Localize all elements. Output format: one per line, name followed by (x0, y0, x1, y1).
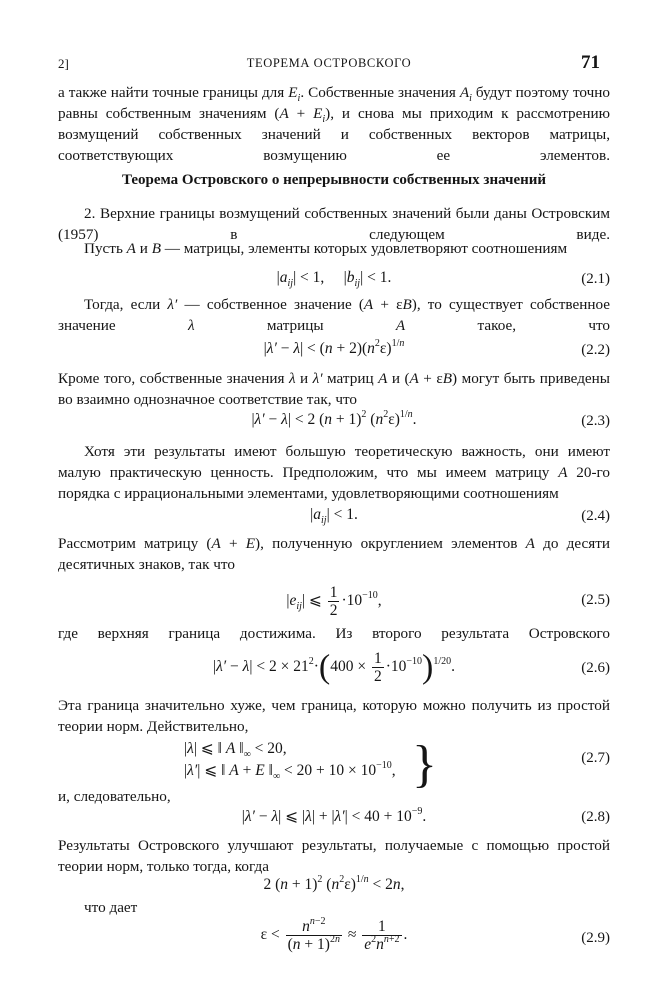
equation-2-7: |λ| ⩽ ‖ A $‖_\infty < 20$, |λ′| ⩽ ‖ A + E $‖_\infty < 20 + 10 \times 10^{-10}$, (2.7) (184, 740, 610, 782)
paragraph-results: Результаты Островского улучшают результаты, получаемые с помощью простой теории норм, только тогда, когда (58, 837, 610, 875)
equation-2-1: $|a_{ij}| < 1$, $|b_{ij}| < 1$. (2.1) (276, 269, 610, 289)
running-title: ТЕОРЕМА ОСТРОВСКОГО (246, 56, 412, 70)
running-header (58, 52, 600, 76)
equation-number: (2.7) (581, 750, 610, 766)
equation-number: (2.6) (581, 660, 610, 676)
equation-number: (2.5) (581, 592, 610, 608)
equation-number: (2.3) (581, 413, 610, 429)
equation-2-5: $|e_{ij}|$ ⩽ $\frac{1}{2}$ $\cdot 10^{-10}$, (2.5) (286, 584, 610, 619)
chapter-section-marker: 2] (58, 56, 69, 71)
paragraph-consider: Рассмотрим матрицу (A + E), полученную округлением элементов A до десяти десятичных знаков, так что (58, 535, 610, 573)
paragraph-although: Хотя эти результаты имеют большую теоретическую важность, они имеют малую практическую ценность. Предположим, что мы имеем матрицу A 20-го порядка с иррациональными элементами, удовлетворяющими соотношениям (58, 443, 610, 502)
equation-number: (2.8) (581, 809, 610, 825)
equation-2-3: |λ′ − λ| < 2 $(n + 1)^2$ $(n^2\varepsilon)^{1/n}$. (2.3) (251, 409, 610, 429)
page-number: 71 (581, 52, 600, 73)
equation-number: (2.4) (581, 508, 610, 524)
equation-2-2: $|\lambda' - \lambda| < (n + 2)(n^2\varepsilon)^{1/n}$ (2.2) (263, 338, 610, 358)
equation-number: (2.9) (581, 930, 610, 946)
intro-paragraph: а также найти точные границы для $E_i$. Собственные значения $A_i$ будут поэтому точно равны собственным значениям $(A + E_i)$, и снова мы приходим к рассмотрению возмущений собственных значений и собственных векторов матрицы, соответствующих возмущению ее элементов. (58, 84, 610, 164)
paragraph-moreover: Кроме того, собственные значения λ и λ′ матриц A и (A + εB) могут быть приведены во взаимно однозначное соответствие так, что (58, 370, 610, 408)
paragraph-then: Тогда, если λ′ — собственное значение (A + εB), то существует собственное значение λ матрицы A такое, что (58, 296, 611, 334)
section-title: Теорема Островского о непрерывности собственных значений (121, 172, 547, 188)
paragraph-this: Эта граница значительно хуже, чем граница, которую можно получить из простой теории норм. Действительно, (58, 697, 610, 735)
paragraph-where: где верхняя граница достижима. Из второго результата Островского (58, 625, 610, 642)
equation-2-4: $|a_{ij}| < 1$. (2.4) (310, 506, 610, 526)
paragraph-hence: и, следовательно, (58, 788, 171, 805)
paragraph-2: 2. Верхние границы возмущений собственных значений были даны Островским (1957) в следующем виде. (58, 205, 610, 243)
equation-2-9: ε < $\frac{n^{n-2}}{(n + 1)^{2n}}$ ≈ $\frac{1}{e^2n^{n+2}}$ . (2.9) (260, 916, 610, 953)
equation-condition: 2 $(n + 1)^2$ $(n^2\varepsilon)^{1/n} < 2n$, (263, 874, 405, 893)
equation-number: (2.1) (581, 271, 610, 287)
paragraph-matrices: Пусть A и B — матрицы, элементы которых удовлетворяют соотношениям (84, 240, 568, 257)
equation-number: (2.2) (581, 342, 610, 358)
right-brace: } (412, 736, 437, 793)
paragraph-gives: что дает (84, 899, 138, 916)
equation-2-8: |λ′ − λ| ⩽ $|\lambda| + |\lambda'| < 40 + 10^{-9}$. (2.8) (241, 806, 610, 825)
equation-2-6: $|\lambda' - \lambda| < 2 \times 21^2\cdot(400$ × $\frac{1}{2}$ $\cdot 10^{-10})^{1/20}$. (2.6) (212, 648, 610, 686)
